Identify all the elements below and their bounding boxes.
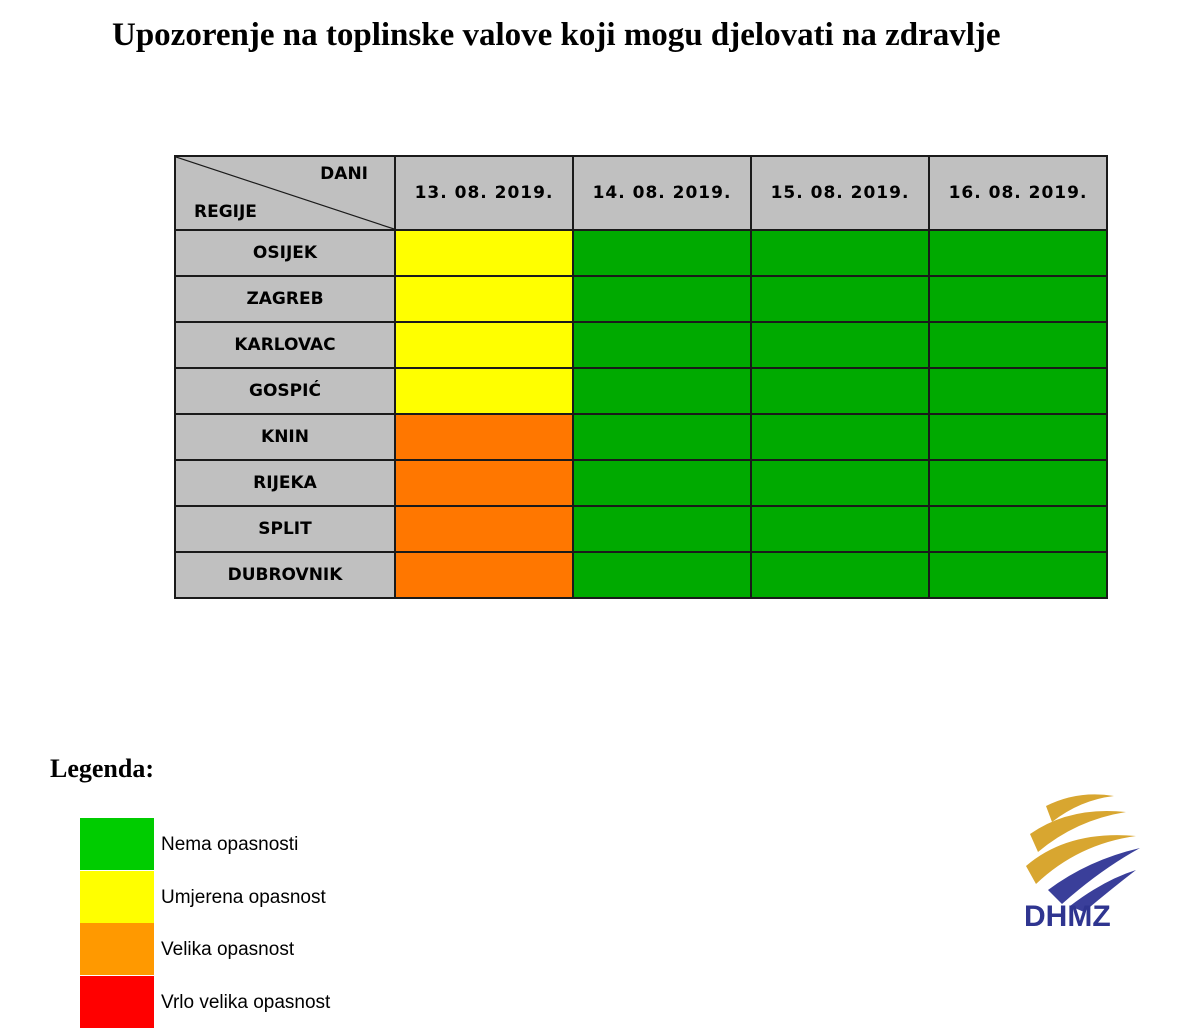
days-axis-label: DANI [320, 164, 368, 184]
table-row [175, 230, 1107, 276]
warning-level-cell [751, 414, 929, 460]
header-row [175, 156, 1107, 230]
warning-level-cell [929, 230, 1107, 276]
warning-level-cell [395, 230, 573, 276]
region-name: SPLIT [175, 506, 395, 552]
legend-swatch [80, 976, 154, 1028]
warning-level-cell [395, 322, 573, 368]
warning-level-cell [751, 460, 929, 506]
warning-level-cell [929, 368, 1107, 414]
regions-axis-label: REGIJE [194, 202, 257, 222]
warning-level-cell [929, 276, 1107, 322]
region-name: KNIN [175, 414, 395, 460]
warning-table [174, 155, 1108, 599]
region-name: OSIJEK [175, 230, 395, 276]
warning-level-cell [751, 276, 929, 322]
page-title: Upozorenje na toplinske valove koji mogu djelovati na zdravlje [112, 17, 1001, 53]
region-name: KARLOVAC [175, 322, 395, 368]
legend-label: Umjerena opasnost [161, 887, 326, 908]
table-row [175, 414, 1107, 460]
legend-label: Nema opasnosti [161, 834, 299, 855]
legend-swatch [80, 818, 154, 870]
warning-level-cell [395, 276, 573, 322]
warning-level-cell [751, 552, 929, 598]
date-header: 14. 08. 2019. [573, 156, 751, 230]
table-row [175, 506, 1107, 552]
table-row [175, 460, 1107, 506]
warning-level-cell [573, 552, 751, 598]
warning-level-cell [573, 460, 751, 506]
warning-level-cell [751, 230, 929, 276]
date-header: 16. 08. 2019. [929, 156, 1107, 230]
warning-level-cell [751, 368, 929, 414]
table-row [175, 322, 1107, 368]
legend-title: Legenda: [50, 754, 154, 783]
table-row [175, 368, 1107, 414]
legend-label: Velika opasnost [161, 939, 295, 960]
warning-level-cell [573, 322, 751, 368]
legend-label: Vrlo velika opasnost [161, 992, 331, 1013]
date-header: 15. 08. 2019. [751, 156, 929, 230]
table-body [175, 230, 1107, 598]
warning-level-cell [573, 276, 751, 322]
legend-swatch [80, 871, 154, 923]
dhmz-logo-icon [1018, 786, 1148, 931]
warning-level-cell [395, 368, 573, 414]
table-row [175, 552, 1107, 598]
corner-header [175, 156, 395, 230]
warning-level-cell [395, 506, 573, 552]
region-name: RIJEKA [175, 460, 395, 506]
warning-level-cell [929, 460, 1107, 506]
warning-level-cell [573, 368, 751, 414]
warning-level-cell [395, 552, 573, 598]
warning-level-cell [395, 414, 573, 460]
warning-level-cell [395, 460, 573, 506]
warning-level-cell [929, 414, 1107, 460]
warning-level-cell [573, 506, 751, 552]
region-name: ZAGREB [175, 276, 395, 322]
warning-level-cell [929, 322, 1107, 368]
logo-text: DHMZ [1024, 900, 1111, 931]
dhmz-logo [1018, 786, 1148, 936]
warning-level-cell [929, 506, 1107, 552]
warning-level-cell [751, 322, 929, 368]
date-header: 13. 08. 2019. [395, 156, 573, 230]
legend-swatch [80, 923, 154, 975]
warning-level-cell [929, 552, 1107, 598]
warning-level-cell [573, 414, 751, 460]
region-name: GOSPIĆ [175, 368, 395, 414]
warning-level-cell [751, 506, 929, 552]
region-name: DUBROVNIK [175, 552, 395, 598]
warning-level-cell [573, 230, 751, 276]
table-row [175, 276, 1107, 322]
